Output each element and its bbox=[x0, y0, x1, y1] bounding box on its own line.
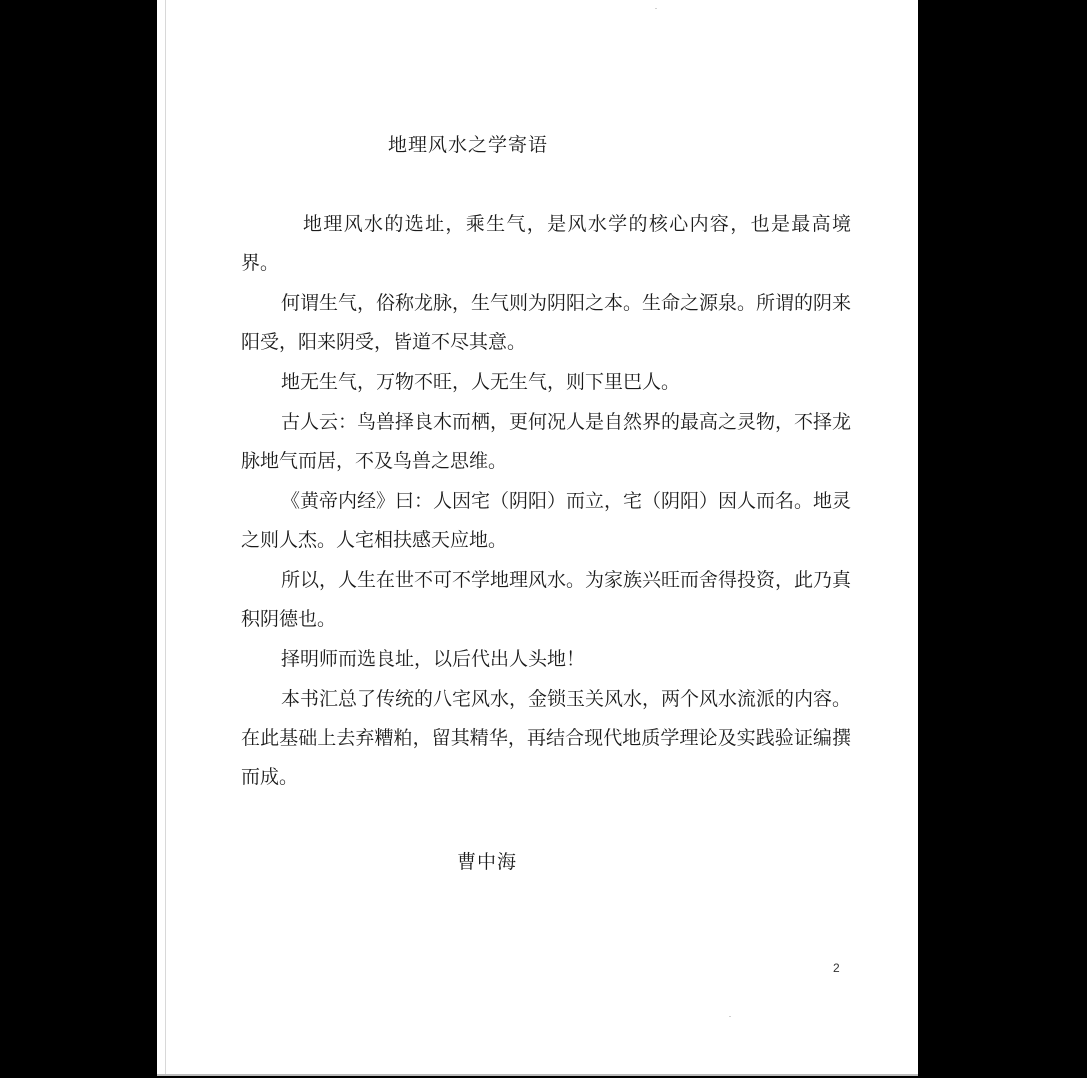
page-bottom-edge bbox=[157, 1074, 918, 1076]
page-number: 2 bbox=[833, 961, 840, 975]
paragraph: 地无生气，万物不旺，人无生气，则下里巴人。 bbox=[281, 371, 681, 393]
document-body bbox=[241, 205, 851, 798]
paragraph: 择明师而选良址，以后代出人头地！ bbox=[281, 648, 586, 670]
paragraph: 《黄帝内经》曰：人因宅（阴阳）而立，宅（阴阳）因人而名。地灵之则人杰。人宅相扶感天应地。 bbox=[241, 490, 852, 551]
scan-edge-line bbox=[165, 0, 166, 1076]
scan-speck bbox=[729, 1016, 731, 1017]
paragraph: 古人云：鸟兽择良木而栖，更何况人是自然界的最高之灵物，不择龙脉地气而居，不及鸟兽之思维。 bbox=[241, 411, 852, 472]
scan-speck bbox=[655, 8, 657, 9]
paragraph: 所以，人生在世不可不学地理风水。为家族兴旺而舍得投资，此乃真积阴德也。 bbox=[241, 569, 852, 630]
paragraph: 本书汇总了传统的八宅风水，金锁玉关风水，两个风水流派的内容。在此基础上去弃糟粕，留其精华，再结合现代地质学理论及实践验证编撰而成。 bbox=[241, 688, 852, 788]
document-title: 地理风水之学寄语 bbox=[388, 134, 549, 156]
paragraph: 何谓生气，俗称龙脉，生气则为阴阳之本。生命之源泉。所谓的阴来阳受，阳来阴受，皆道不尽其意。 bbox=[241, 292, 852, 353]
paragraph: 地理风水的选址，乘生气，是风水学的核心内容，也是最高境界。 bbox=[241, 213, 851, 274]
document-page bbox=[157, 0, 918, 1076]
author-name: 曹中海 bbox=[457, 851, 518, 873]
